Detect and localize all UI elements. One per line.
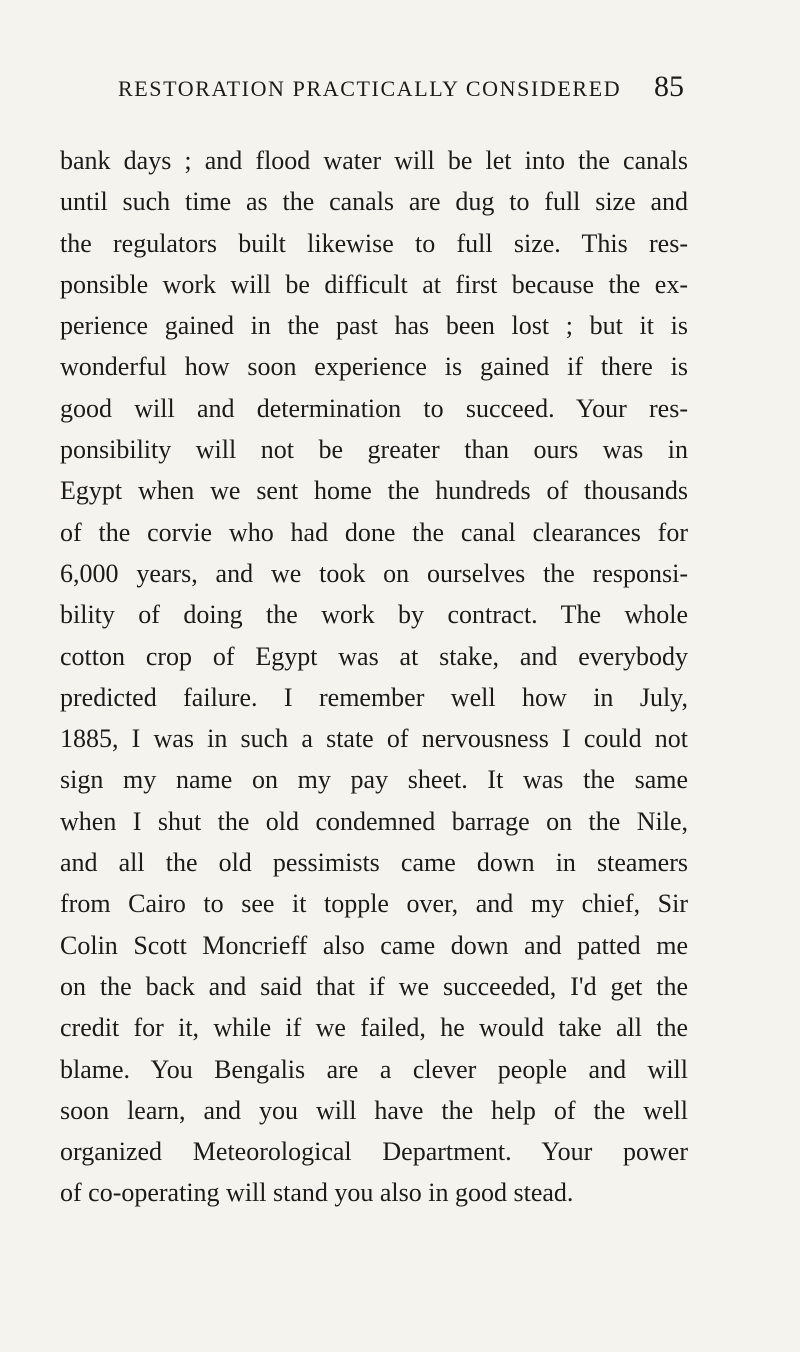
- text-line: bility of doing the work by contract. The whole: [60, 600, 688, 630]
- text-line: bank days ; and flood water will be let into the canals: [60, 146, 688, 175]
- text-line: cotton crop of Egypt was at stake, and everybody: [60, 641, 688, 671]
- text-line: ponsible work will be difficult at first because the ex-: [60, 269, 688, 299]
- text-line: perience gained in the past has been lost ; but it is: [60, 311, 688, 341]
- text-line: credit for it, while if we failed, he would take all the: [60, 1013, 688, 1043]
- text-line: ponsibility will not be greater than ours was in: [60, 435, 688, 465]
- text-line: organized Meteorological Department. Your power: [60, 1137, 688, 1167]
- text-line: good will and determination to succeed. Your res-: [60, 393, 688, 423]
- text-line: Colin Scott Moncrieff also came down and patted me: [60, 930, 688, 960]
- text-line: soon learn, and you will have the help of the well: [60, 1095, 688, 1125]
- text-line: when I shut the old condemned barrage on the Nile,: [60, 806, 688, 836]
- text-line: sign my name on my pay sheet. It was the same: [60, 765, 688, 795]
- text-line: from Cairo to see it topple over, and my chief, Sir: [60, 889, 688, 919]
- running-title: RESTORATION PRACTICALLY CONSIDERED: [118, 76, 622, 101]
- running-head: [118, 70, 684, 110]
- text-line: on the back and said that if we succeeded, I'd get the: [60, 971, 688, 1001]
- body-paragraph: [60, 140, 688, 1214]
- text-line: wonderful how soon experience is gained if there is: [60, 352, 688, 382]
- text-line: until such time as the canals are dug to full size and: [60, 187, 688, 217]
- text-line: the regulators built likewise to full size. This res-: [60, 228, 688, 258]
- text-line: blame. You Bengalis are a clever people and will: [60, 1054, 688, 1084]
- text-line: 1885, I was in such a state of nervousness I could not: [60, 724, 688, 754]
- text-line-last: of co-operating will stand you also in good stead.: [60, 1178, 574, 1208]
- text-line: Egypt when we sent home the hundreds of thousands: [60, 476, 688, 506]
- text-line: 6,000 years, and we took on ourselves the responsi-: [60, 558, 688, 588]
- text-line: and all the old pessimists came down in steamers: [60, 848, 688, 878]
- page-number: 85: [654, 70, 684, 103]
- text-line: of the corvie who had done the canal clearances for: [60, 517, 688, 547]
- text-line: predicted failure. I remember well how in July,: [60, 682, 688, 712]
